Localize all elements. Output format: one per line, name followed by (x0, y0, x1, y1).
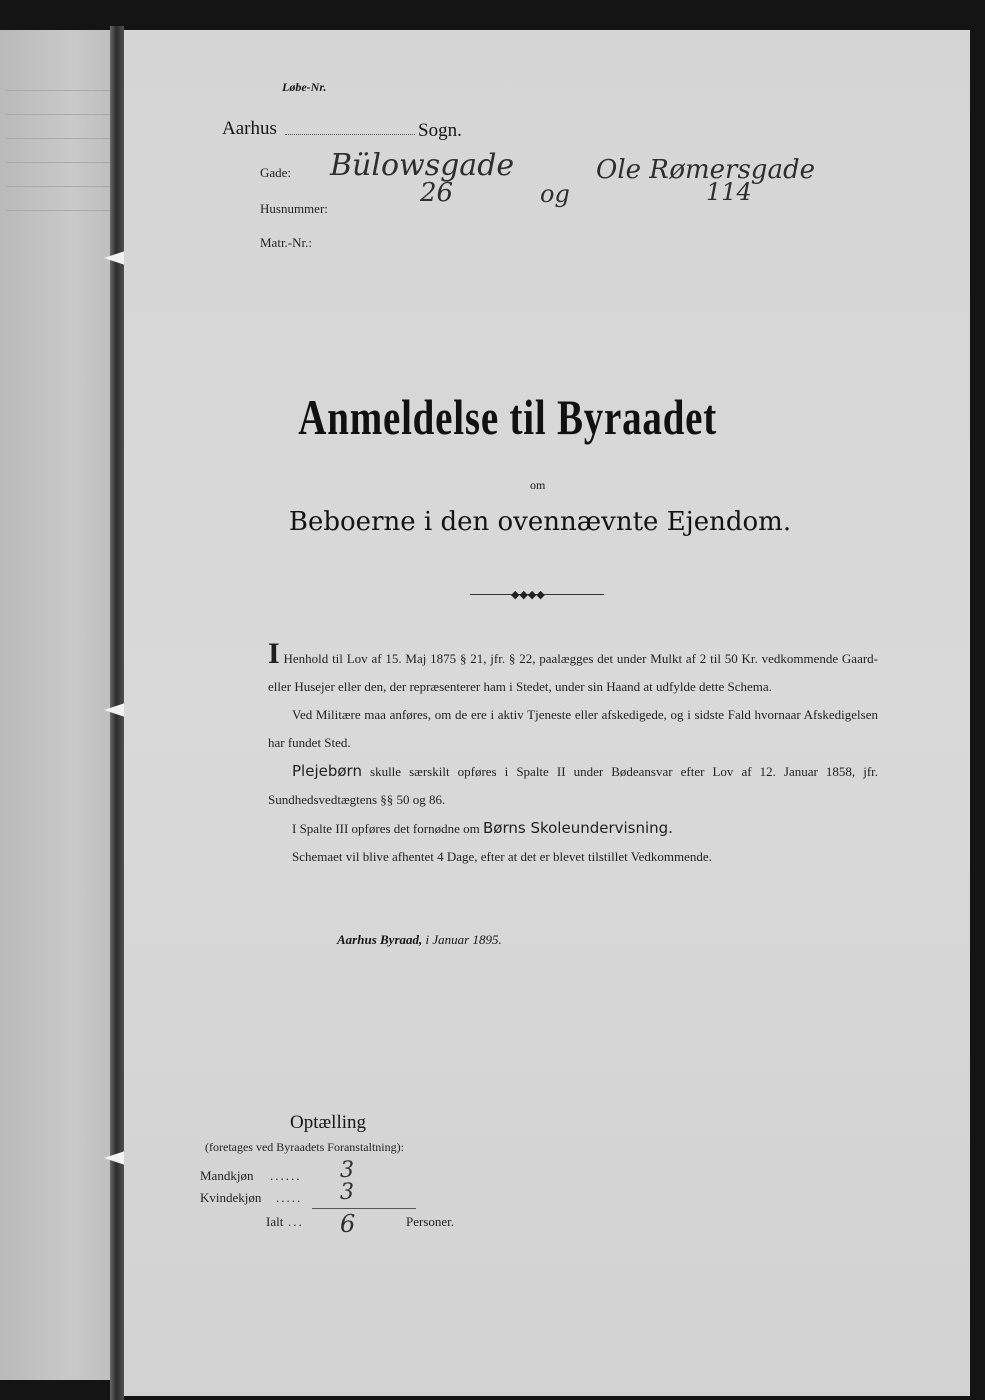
dropcap-letter: I (268, 637, 280, 670)
document-title: Anmeldelse til Byraadet (298, 389, 718, 445)
personer-label: Personer. (406, 1214, 455, 1229)
instructions-paragraph-3 (268, 757, 878, 814)
husnummer-handwritten-value-2: og (540, 180, 570, 208)
instructions-paragraph-5: Schemaet vil blive afhentet 4 Dage, efter at det er blevet tilstillet Vedkommende. (292, 849, 712, 864)
ialt-value: 6 (340, 1210, 356, 1238)
instructions-paragraph-4 (268, 814, 878, 843)
sogn-field-line (285, 134, 415, 135)
mandkjon-value: 3 (340, 1158, 354, 1183)
instructions-block (268, 637, 879, 871)
paragraph-4-text: I Spalte III opføres det fornødne om (292, 821, 480, 836)
city-label: Aarhus (222, 118, 277, 139)
plejeborn-emphasis: Plejebørn (292, 762, 362, 780)
paragraph-1-text: Henhold til Lov af 15. Maj 1875 § 21, jfr. § 22, paalægges det under Mulkt af 2 til 50 Kr. vedkommende Gaard- eller Husejer eller den, der repræsenterer ham i Stedet, under sin Haand at udfylde dette Schema. (268, 651, 879, 694)
husnummer-label: Husnummer: (260, 201, 328, 216)
gade-handwritten-value: Bülowsgade (330, 148, 515, 183)
kvindekjon-value: 3 (340, 1180, 354, 1205)
gade-handwritten-value-2: Ole Rømersgade (596, 155, 815, 185)
previous-page-edge (0, 30, 118, 1380)
instructions-paragraph-1 (268, 637, 879, 701)
signature-line (337, 932, 502, 948)
count-subheading: (foretages ved Byraadets Foranstaltning): (205, 1140, 404, 1154)
husnummer-handwritten-value: 26 (420, 178, 454, 208)
signature-date: i Januar 1895. (425, 932, 502, 947)
ialt-label: Ialt (266, 1214, 284, 1229)
sum-rule (312, 1208, 416, 1209)
mandkjon-label: Mandkjøn (200, 1168, 254, 1183)
mandkjon-leader: ...... (270, 1168, 302, 1183)
instructions-paragraph-2: Ved Militære maa anføres, om de ere i aktiv Tjeneste eller afskedigede, og i sidste Fald hvornaar Afskedigelsen har fundet Sted. (268, 707, 878, 750)
ialt-leader: ... (288, 1214, 304, 1229)
divider-ornament-icon: ◆◆◆◆ (511, 588, 545, 601)
lobe-nr-label: Løbe-Nr. (282, 80, 327, 94)
skoleundervisning-emphasis: Børns Skoleundervisning. (482, 819, 673, 837)
kvindekjon-leader: ..... (276, 1190, 303, 1205)
count-heading: Optælling (290, 1112, 367, 1133)
matr-nr-label: Matr.-Nr.: (260, 235, 312, 250)
sogn-label: Sogn. (418, 120, 462, 141)
husnummer-handwritten-value-3: 114 (706, 178, 752, 206)
gade-label: Gade: (260, 165, 292, 180)
document-subtitle: Beboerne i den ovennævnte Ejendom. (288, 507, 792, 537)
om-connector: om (530, 478, 546, 492)
paragraph-3-text: skulle særskilt opføres i Spalte II under Bødeansvar efter Lov af 12. Januar 1858, jfr. Sundhedsvedtægtens §§ 50 og 86. (268, 764, 879, 807)
kvindekjon-label: Kvindekjøn (200, 1190, 262, 1205)
signature-authority: Aarhus Byraad, (337, 932, 423, 947)
